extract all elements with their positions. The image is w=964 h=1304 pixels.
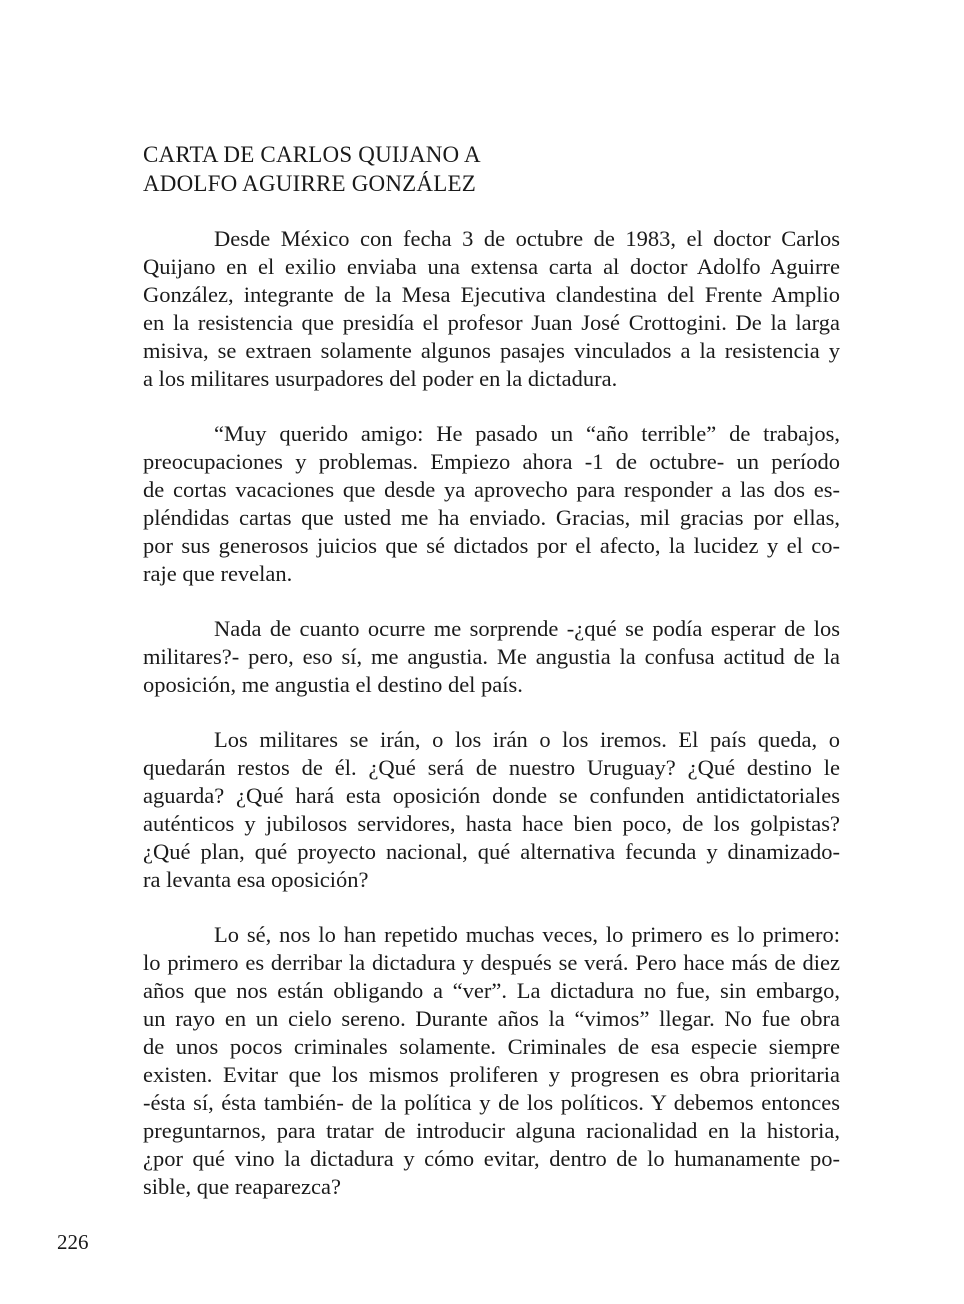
- text-line: ra levanta esa oposición?: [143, 867, 369, 892]
- text-line: ¿por qué vino la dictadura y cómo evitar, dentro de lo humanamente po-: [143, 1146, 840, 1171]
- chapter-title-line-2: ADOLFO AGUIRRE GONZÁLEZ: [143, 171, 476, 196]
- text-line: -ésta sí, ésta también- de la política y de los políticos. Y debemos entonces: [143, 1090, 840, 1115]
- text-line: Nada de cuanto ocurre me sorprende -¿qué se podía esperar de los: [214, 616, 840, 641]
- paragraph: [143, 225, 840, 393]
- text-line: oposición, me angustia el destino del país.: [143, 672, 523, 697]
- text-line: González, integrante de la Mesa Ejecutiva clandestina del Frente Amplio: [143, 282, 840, 307]
- page-number: 226: [57, 1230, 89, 1254]
- text-line: lo primero es derribar la dictadura y después se verá. Pero hace más de diez: [143, 950, 840, 975]
- text-line: Los militares se irán, o los irán o los iremos. El país queda, o: [214, 727, 840, 752]
- text-line: Desde México con fecha 3 de octubre de 1983, el doctor Carlos: [214, 226, 840, 251]
- paragraph: [143, 615, 840, 699]
- text-line: a los militares usurpadores del poder en la dictadura.: [143, 366, 618, 391]
- text-line: aguarda? ¿Qué hará esta oposición donde se confunden antidictatoriales: [143, 783, 840, 808]
- text-line: preguntarnos, para tratar de introducir alguna racionalidad en la historia,: [143, 1118, 840, 1143]
- text-line: de cortas vacaciones que desde ya aprovecho para responder a las dos es-: [143, 477, 840, 502]
- body-text: [143, 225, 840, 1228]
- text-line: ¿Qué plan, qué proyecto nacional, qué alternativa fecunda y dinamizado-: [143, 839, 840, 864]
- paragraph: [143, 921, 840, 1201]
- text-line: de unos pocos criminales solamente. Criminales de esa especie siempre: [143, 1034, 840, 1059]
- text-line: en la resistencia que presidía el profesor Juan José Crottogini. De la larga: [143, 310, 840, 335]
- text-line: Lo sé, nos lo han repetido muchas veces, lo primero es lo primero:: [214, 922, 840, 947]
- text-line: pléndidas cartas que usted me ha enviado. Gracias, mil gracias por ellas,: [143, 505, 840, 530]
- chapter-title-line-1: CARTA DE CARLOS QUIJANO A: [143, 142, 481, 167]
- text-line: preocupaciones y problemas. Empiezo ahora -1 de octubre- un período: [143, 449, 840, 474]
- text-line: años que nos están obligando a “ver”. La dictadura no fue, sin embargo,: [143, 978, 840, 1003]
- chapter-title: [143, 140, 481, 198]
- text-line: militares?- pero, eso sí, me angustia. Me angustia la confusa actitud de la: [143, 644, 840, 669]
- text-line: sible, que reaparezca?: [143, 1174, 341, 1199]
- text-line: auténticos y jubilosos servidores, hasta hace bien poco, de los golpistas?: [143, 811, 840, 836]
- text-line: un rayo en un cielo sereno. Durante años la “vimos” llegar. No fue obra: [143, 1006, 840, 1031]
- paragraph: [143, 420, 840, 588]
- text-line: raje que revelan.: [143, 561, 293, 586]
- text-line: misiva, se extraen solamente algunos pasajes vinculados a la resistencia y: [143, 338, 840, 363]
- text-line: Quijano en el exilio enviaba una extensa carta al doctor Adolfo Aguirre: [143, 254, 840, 279]
- text-line: “Muy querido amigo: He pasado un “año terrible” de trabajos,: [214, 421, 840, 446]
- text-line: por sus generosos juicios que sé dictados por el afecto, la lucidez y el co-: [143, 533, 840, 558]
- text-line: existen. Evitar que los mismos proliferen y progresen es obra prioritaria: [143, 1062, 840, 1087]
- text-line: quedarán restos de él. ¿Qué será de nuestro Uruguay? ¿Qué destino le: [143, 755, 840, 780]
- paragraph: [143, 726, 840, 894]
